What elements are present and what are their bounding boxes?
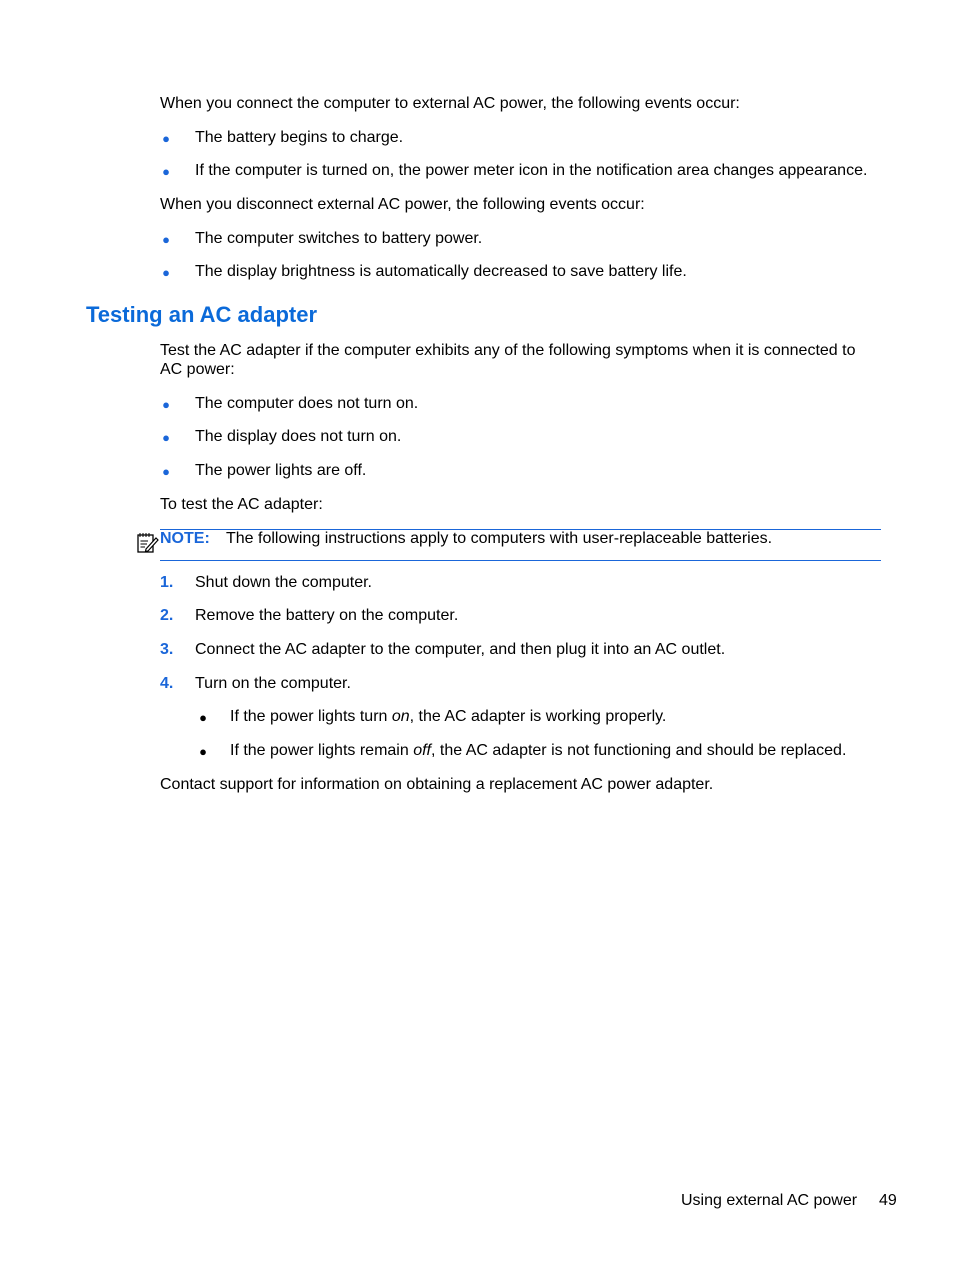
step-number: 1. [160,574,174,591]
symptom-item: The display does not turn on. [195,428,402,445]
sub-item-post: , the AC adapter is not functioning and should be replaced. [431,742,847,759]
sub-list-item [230,741,846,761]
step-number: 2. [160,607,174,624]
sub-list-item [230,707,666,727]
disconnect-intro-text: When you disconnect external AC power, the following events occur: [160,196,645,213]
contact-text: Contact support for information on obtaining a replacement AC power adapter. [160,776,714,793]
list-item: The computer switches to battery power. [195,230,483,247]
note-icon [135,531,159,555]
symptom-item: The computer does not turn on. [195,395,419,412]
step-text: Shut down the computer. [195,574,372,591]
bullet-icon: ● [162,464,170,479]
bullet-icon: ● [162,131,170,146]
sub-item-emphasis: on [391,708,410,725]
connect-intro-text: When you connect the computer to external AC power, the following events occur: [160,95,740,112]
to-test-text: To test the AC adapter: [160,496,323,513]
section-heading: Testing an AC adapter [86,302,318,327]
sub-item-pre: If the power lights remain [230,742,414,759]
bullet-icon: ● [162,232,170,247]
symptom-item: The power lights are off. [195,462,367,479]
sub-item-post: , the AC adapter is working properly. [409,708,667,725]
note-label: NOTE: [160,530,210,547]
footer-section-title: Using external AC power [681,1192,858,1209]
section-intro-line-2: AC power: [160,361,235,378]
step-text: Turn on the computer. [195,675,351,692]
sub-bullet-icon: ● [199,744,207,759]
step-text: Remove the battery on the computer. [195,607,459,624]
note-bottom-rule [160,560,881,561]
bullet-icon: ● [162,265,170,280]
step-text: Connect the AC adapter to the computer, and then plug it into an AC outlet. [195,641,726,658]
bullet-icon: ● [162,164,170,179]
step-number: 3. [160,641,174,658]
step-number: 4. [160,675,174,692]
sub-item-pre: If the power lights turn [230,708,392,725]
section-intro-line-1: Test the AC adapter if the computer exhibits any of the following symptoms when it is connected to [160,342,856,359]
list-item: The battery begins to charge. [195,129,404,146]
sub-bullet-icon: ● [199,710,207,725]
list-item: The display brightness is automatically decreased to save battery life. [195,263,687,280]
sub-item-emphasis: off [413,742,431,759]
note-text: The following instructions apply to computers with user-replaceable batteries. [226,530,773,547]
bullet-icon: ● [162,397,170,412]
footer-page-number: 49 [879,1192,897,1209]
list-item: If the computer is turned on, the power meter icon in the notification area changes appearance. [195,162,868,179]
bullet-icon: ● [162,430,170,445]
